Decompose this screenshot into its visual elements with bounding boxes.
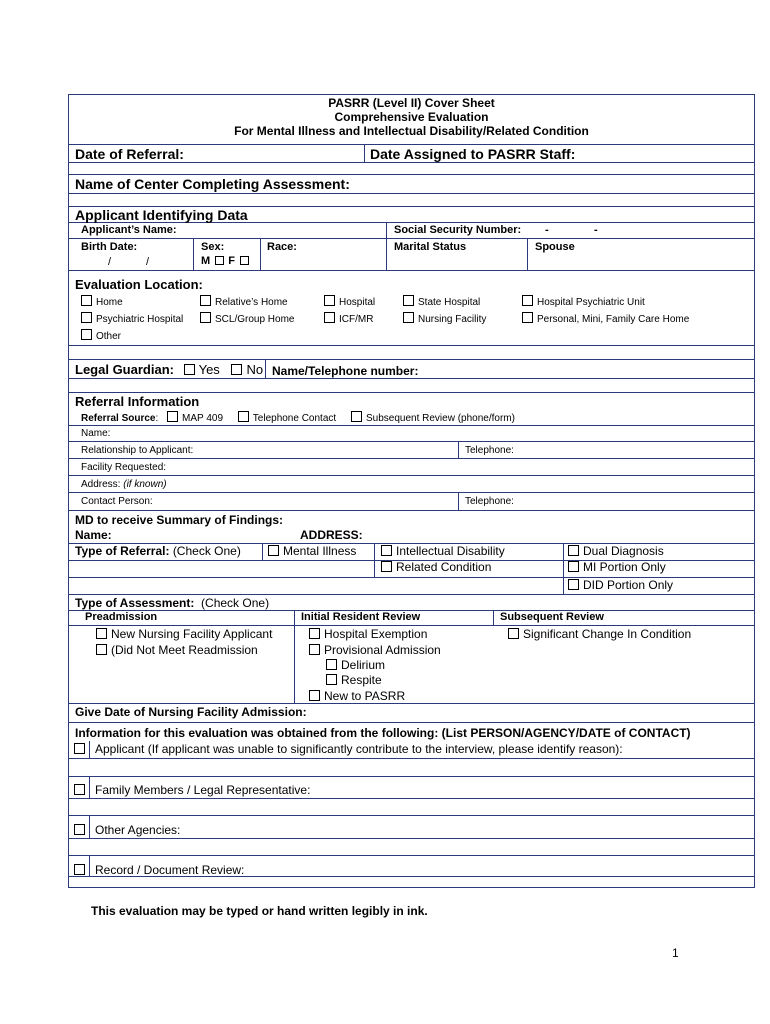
race-label: Race:	[267, 241, 297, 253]
location-option-home[interactable]: Home	[81, 295, 123, 308]
divider	[563, 543, 564, 594]
referral-related-condition[interactable]: Related Condition	[381, 560, 491, 574]
checkbox[interactable]	[568, 579, 579, 590]
rule	[68, 510, 755, 511]
divider	[262, 543, 263, 560]
location-checkbox[interactable]	[200, 312, 211, 323]
divider	[260, 238, 261, 270]
divider	[527, 238, 528, 270]
assessment-new-nf-applicant[interactable]: New Nursing Facility Applicant	[96, 627, 272, 641]
location-option-other[interactable]: Other	[81, 329, 121, 342]
date-of-referral-label: Date of Referral:	[75, 146, 184, 162]
rule	[68, 815, 755, 816]
rule	[68, 475, 755, 476]
location-checkbox[interactable]	[403, 312, 414, 323]
telephone-label: Telephone:	[465, 445, 514, 456]
assessment-new-to-pasrr[interactable]: New to PASRR	[309, 689, 405, 703]
referral-mental-illness[interactable]: Mental Illness	[268, 544, 356, 558]
location-checkbox[interactable]	[81, 295, 92, 306]
sex-m-checkbox[interactable]	[215, 256, 224, 265]
guardian-yes-checkbox[interactable]	[184, 364, 195, 375]
guardian-no-label: No	[246, 362, 264, 377]
referral-source-label: Referral Source	[81, 413, 156, 424]
assessment-delirium[interactable]: Delirium	[326, 658, 385, 672]
location-checkbox[interactable]	[324, 295, 335, 306]
source-telephone-checkbox[interactable]	[238, 411, 249, 422]
checkbox[interactable]	[381, 545, 392, 556]
type-of-referral-label: Type of Referral:	[75, 544, 170, 558]
rule	[68, 378, 755, 379]
divider	[386, 222, 387, 270]
ssn-dash: -	[594, 224, 598, 236]
checkbox[interactable]	[74, 784, 85, 795]
source-applicant-row[interactable]: Applicant (If applicant was unable to significantly contribute to the interview, please identify reason):	[74, 742, 623, 756]
preadmission-header: Preadmission	[85, 611, 158, 623]
divider	[458, 492, 459, 510]
location-checkbox[interactable]	[522, 312, 533, 323]
rule	[68, 458, 755, 459]
rule	[68, 441, 755, 442]
checkbox[interactable]	[74, 864, 85, 875]
checkbox[interactable]	[326, 659, 337, 670]
type-of-assessment-row: Type of Assessment: (Check One)	[75, 596, 270, 610]
guardian-no-checkbox[interactable]	[231, 364, 242, 375]
source-map409-checkbox[interactable]	[167, 411, 178, 422]
divider	[364, 144, 365, 162]
md-address-label: ADDRESS:	[300, 528, 363, 542]
rule	[68, 359, 755, 360]
birth-date-separator: /	[108, 256, 112, 268]
spouse-label: Spouse	[535, 241, 575, 253]
location-option-hospital-psych-unit[interactable]: Hospital Psychiatric Unit	[522, 295, 645, 308]
checkbox[interactable]	[96, 644, 107, 655]
referral-dual-diagnosis[interactable]: Dual Diagnosis	[568, 544, 664, 558]
rule	[68, 625, 755, 626]
referral-did-portion[interactable]: DID Portion Only	[568, 578, 673, 592]
location-option-psychiatric-hospital[interactable]: Psychiatric Hospital	[81, 312, 183, 325]
marital-status-label: Marital Status	[394, 241, 467, 253]
rule	[68, 425, 755, 426]
location-option-icf-mr[interactable]: ICF/MR	[324, 312, 373, 325]
checkbox[interactable]	[74, 743, 85, 754]
sex-m-label: M	[201, 255, 211, 267]
assessment-did-not-meet[interactable]: (Did Not Meet Readmission	[96, 643, 258, 657]
rule	[68, 270, 755, 271]
location-checkbox[interactable]	[81, 312, 92, 323]
applicant-section-title: Applicant Identifying Data	[75, 207, 248, 223]
rule	[68, 838, 755, 839]
checkbox[interactable]	[74, 824, 85, 835]
checkbox[interactable]	[268, 545, 279, 556]
sex-label: Sex:	[201, 241, 225, 253]
form-subtitle-2: For Mental Illness and Intellectual Disability/Related Condition	[234, 124, 589, 138]
rule	[68, 776, 755, 777]
birth-date-label: Birth Date:	[81, 241, 138, 253]
ssn-dash: -	[545, 224, 549, 236]
birth-date-separator: /	[146, 256, 150, 268]
checkbox[interactable]	[568, 545, 579, 556]
guardian-name-phone-label: Name/Telephone number:	[272, 364, 419, 378]
assessment-respite[interactable]: Respite	[326, 673, 382, 687]
md-name-label: Name:	[75, 528, 112, 542]
applicant-name-label: Applicant’s Name:	[81, 224, 177, 236]
rule	[68, 492, 755, 493]
rule	[68, 193, 755, 194]
divider	[265, 359, 266, 378]
rule	[68, 174, 755, 175]
legal-guardian-row	[75, 362, 263, 377]
location-option-nursing-facility[interactable]: Nursing Facility	[403, 312, 486, 325]
page-number: 1	[672, 946, 679, 960]
divider	[458, 441, 459, 458]
ssn-label: Social Security Number:	[394, 224, 522, 236]
location-checkbox[interactable]	[324, 312, 335, 323]
assessment-significant-change[interactable]: Significant Change In Condition	[508, 627, 691, 641]
evaluation-location-label: Evaluation Location:	[75, 277, 203, 292]
location-option-hospital[interactable]: Hospital	[324, 295, 375, 308]
divider	[374, 543, 375, 577]
date-assigned-label: Date Assigned to PASRR Staff:	[370, 146, 576, 162]
location-checkbox[interactable]	[81, 329, 92, 340]
location-option-personal-care-home[interactable]: Personal, Mini, Family Care Home	[522, 312, 689, 325]
rule	[68, 162, 755, 163]
type-of-referral-row: Type of Referral: (Check One)	[75, 544, 241, 558]
divider	[294, 610, 295, 703]
referral-mi-portion[interactable]: MI Portion Only	[568, 560, 666, 574]
info-sources-label: Information for this evaluation was obtained from the following: (List PERSON/AGENCY/DATE of CONTACT)	[75, 726, 691, 740]
nf-admission-label: Give Date of Nursing Facility Admission:	[75, 705, 307, 719]
checkbox[interactable]	[508, 628, 519, 639]
source-subsequent-checkbox[interactable]	[351, 411, 362, 422]
rule	[68, 144, 755, 145]
type-of-assessment-label: Type of Assessment:	[75, 596, 195, 610]
assessment-provisional[interactable]: Provisional Admission	[309, 643, 441, 657]
rule	[68, 392, 755, 393]
telephone-label-2: Telephone:	[465, 496, 514, 507]
rule	[68, 722, 755, 723]
checkbox[interactable]	[309, 644, 320, 655]
location-option-relatives-home[interactable]: Relative’s Home	[200, 295, 288, 308]
checkbox[interactable]	[309, 690, 320, 701]
location-checkbox[interactable]	[403, 295, 414, 306]
address-label: Address: (if known)	[81, 479, 167, 490]
rule	[68, 345, 755, 346]
location-checkbox[interactable]	[200, 295, 211, 306]
source-records-row[interactable]: Record / Document Review:	[74, 863, 244, 877]
guardian-yes-label: Yes	[198, 362, 220, 377]
sex-f-checkbox[interactable]	[240, 256, 249, 265]
rule	[68, 238, 755, 239]
checkbox[interactable]	[568, 561, 579, 572]
source-agencies-row[interactable]: Other Agencies:	[74, 823, 180, 837]
contact-person-label: Contact Person:	[81, 496, 153, 507]
footer-note: This evaluation may be typed or hand written legibly in ink.	[91, 904, 428, 918]
sex-f-label: F	[228, 255, 235, 267]
checkbox[interactable]	[309, 628, 320, 639]
referral-intellectual-disability[interactable]: Intellectual Disability	[381, 544, 505, 558]
location-option-state-hospital[interactable]: State Hospital	[403, 295, 480, 308]
divider	[493, 610, 494, 625]
legal-guardian-label: Legal Guardian:	[75, 362, 174, 377]
facility-requested-label: Facility Requested:	[81, 462, 167, 473]
relationship-label: Relationship to Applicant:	[81, 445, 194, 456]
rule	[68, 855, 755, 856]
divider	[193, 238, 194, 270]
subsequent-review-header: Subsequent Review	[500, 611, 604, 623]
location-option-scl-group-home[interactable]: SCL/Group Home	[200, 312, 294, 325]
location-checkbox[interactable]	[522, 295, 533, 306]
rule	[68, 798, 755, 799]
sex-options	[201, 255, 253, 267]
assessment-hospital-exemption[interactable]: Hospital Exemption	[309, 627, 427, 641]
rule	[68, 703, 755, 704]
checkbox[interactable]	[326, 674, 337, 685]
center-name-label: Name of Center Completing Assessment:	[75, 176, 350, 192]
form-subtitle: Comprehensive Evaluation	[334, 110, 489, 124]
referral-name-label: Name:	[81, 428, 111, 439]
form-title: PASRR (Level II) Cover Sheet	[328, 96, 495, 110]
initial-review-header: Initial Resident Review	[301, 611, 421, 623]
referral-info-title: Referral Information	[75, 394, 200, 409]
checkbox[interactable]	[96, 628, 107, 639]
source-family-row[interactable]: Family Members / Legal Representative:	[74, 783, 310, 797]
md-summary-label: MD to receive Summary of Findings:	[75, 513, 284, 527]
rule	[68, 594, 755, 595]
rule	[68, 758, 755, 759]
referral-source-row: Referral Source: MAP 409 Telephone Contact Subsequent Review (phone/form)	[81, 413, 515, 424]
checkbox[interactable]	[381, 561, 392, 572]
